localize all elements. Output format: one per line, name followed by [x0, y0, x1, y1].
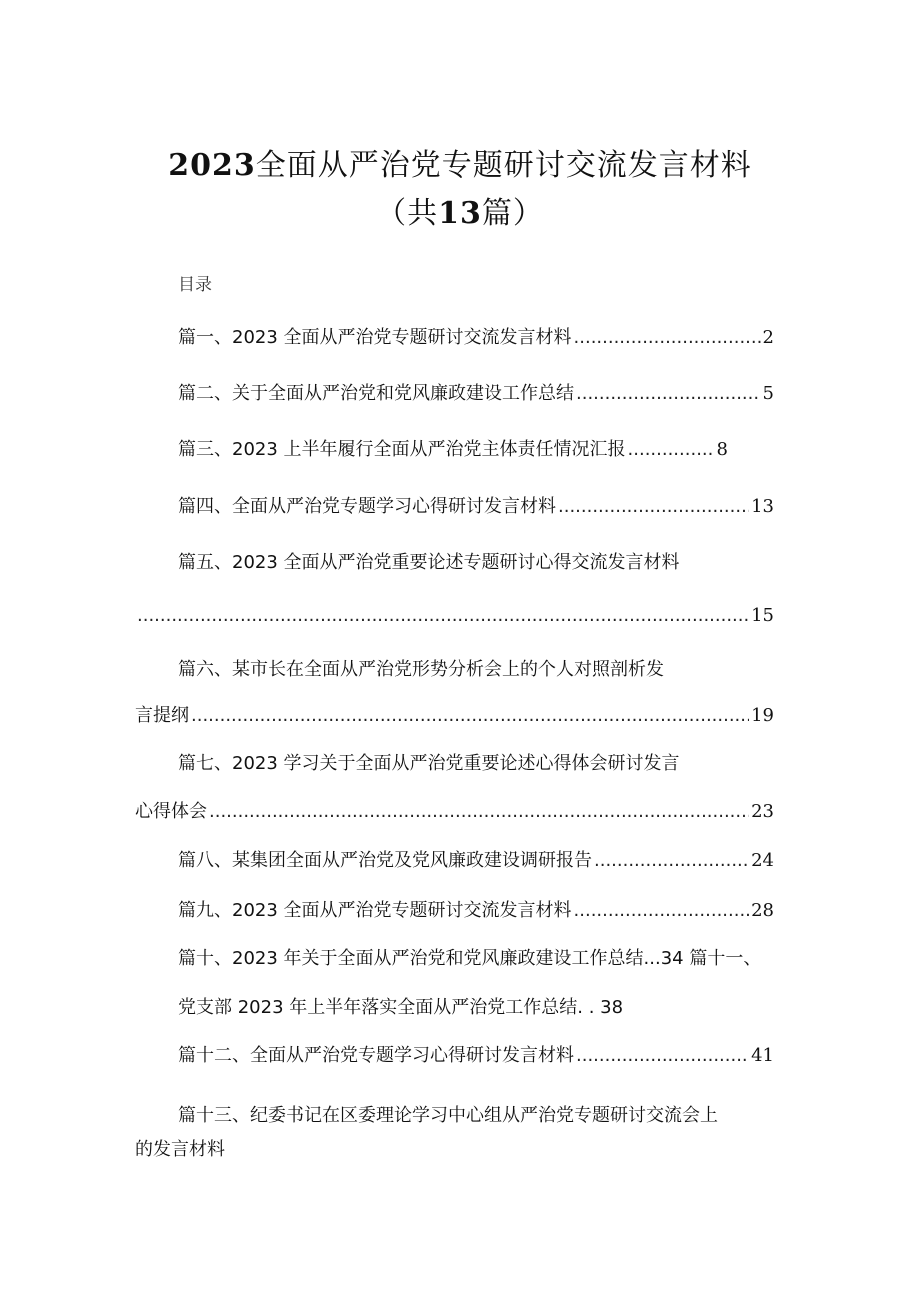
- toc-leader-dots: [574, 899, 750, 923]
- document-title: [0, 140, 920, 184]
- toc-entry-title: 篇三、2023 上半年履行全面从严治党主体责任情况汇报: [178, 439, 626, 460]
- toc-entry-7[interactable]: [135, 800, 774, 824]
- toc-entry-page: 41: [751, 1045, 774, 1066]
- title-main: 全面从严治党专题研讨交流发言材料: [255, 148, 752, 183]
- toc-leader-dots: [594, 849, 749, 873]
- toc-entry-title: 篇八、某集团全面从严治党及党风廉政建设调研报告: [178, 850, 592, 871]
- toc-entry-7-title[interactable]: 篇七、2023 学习关于全面从严治党重要论述心得体会研讨发言: [178, 753, 680, 774]
- toc-entry-8[interactable]: [178, 849, 774, 873]
- toc-heading: 目录: [178, 275, 212, 295]
- toc-entry-11[interactable]: 党支部 2023 年上半年落实全面从严治党工作总结. . 38: [178, 997, 624, 1018]
- title-year: 2023: [168, 148, 256, 183]
- toc-entry-title-cont: 心得体会: [135, 801, 207, 822]
- toc-leader-dots: [209, 800, 749, 824]
- toc-entry-title: 篇四、全面从严治党专题学习心得研讨发言材料: [178, 496, 556, 517]
- toc-entry-1[interactable]: [178, 326, 774, 350]
- toc-leader-dots: [558, 495, 749, 519]
- toc-entry-title: 篇十二、全面从严治党专题学习心得研讨发言材料: [178, 1045, 574, 1066]
- toc-entry-title: 篇一、2023 全面从严治党专题研讨交流发言材料: [178, 327, 572, 348]
- toc-entry-13-title-cont[interactable]: 的发言材料: [135, 1139, 225, 1160]
- toc-entry-page: 2: [762, 327, 774, 348]
- toc-entry-page: 13: [751, 496, 774, 517]
- toc-entry-9[interactable]: [178, 899, 774, 923]
- toc-leader-dots: [574, 326, 761, 350]
- toc-entry-2[interactable]: [178, 382, 774, 406]
- toc-entry-3[interactable]: [178, 438, 728, 462]
- toc-entry-page: 15: [751, 605, 774, 626]
- toc-entry-page: 28: [751, 900, 774, 921]
- toc-leader-dots: [191, 704, 749, 728]
- toc-entry-10[interactable]: 篇十、2023 年关于全面从严治党和党风廉政建设工作总结...34 篇十一、: [178, 948, 762, 969]
- toc-leader-dots: [576, 382, 761, 406]
- toc-entry-13-title[interactable]: 篇十三、纪委书记在区委理论学习中心组从严治党专题研讨交流会上: [178, 1105, 718, 1126]
- toc-entry-title: 篇二、关于全面从严治党和党风廉政建设工作总结: [178, 383, 574, 404]
- toc-entry-page: 23: [751, 801, 774, 822]
- toc-entry-title-cont: 言提纲: [135, 705, 189, 726]
- toc-entry-title: 篇九、2023 全面从严治党专题研讨交流发言材料: [178, 900, 572, 921]
- subtitle-count: 13: [438, 196, 482, 231]
- toc-entry-page: 8: [716, 439, 728, 460]
- toc-leader-dots: [628, 438, 715, 462]
- toc-entry-page: 19: [751, 705, 774, 726]
- toc-entry-page: 5: [762, 383, 774, 404]
- subtitle-open: （共: [376, 196, 439, 231]
- toc-entry-5-leader[interactable]: [135, 604, 774, 628]
- document-subtitle: [0, 188, 920, 232]
- toc-entry-4[interactable]: [178, 495, 774, 519]
- toc-leader-dots: [137, 604, 749, 628]
- subtitle-close: 篇）: [481, 196, 544, 231]
- toc-entry-6[interactable]: [135, 704, 774, 728]
- toc-leader-dots: [576, 1044, 749, 1068]
- toc-entry-page: 24: [751, 850, 774, 871]
- toc-entry-6-title[interactable]: 篇六、某市长在全面从严治党形势分析会上的个人对照剖析发: [178, 659, 664, 680]
- toc-entry-12[interactable]: [178, 1044, 774, 1068]
- toc-entry-5-title[interactable]: 篇五、2023 全面从严治党重要论述专题研讨心得交流发言材料: [178, 552, 680, 573]
